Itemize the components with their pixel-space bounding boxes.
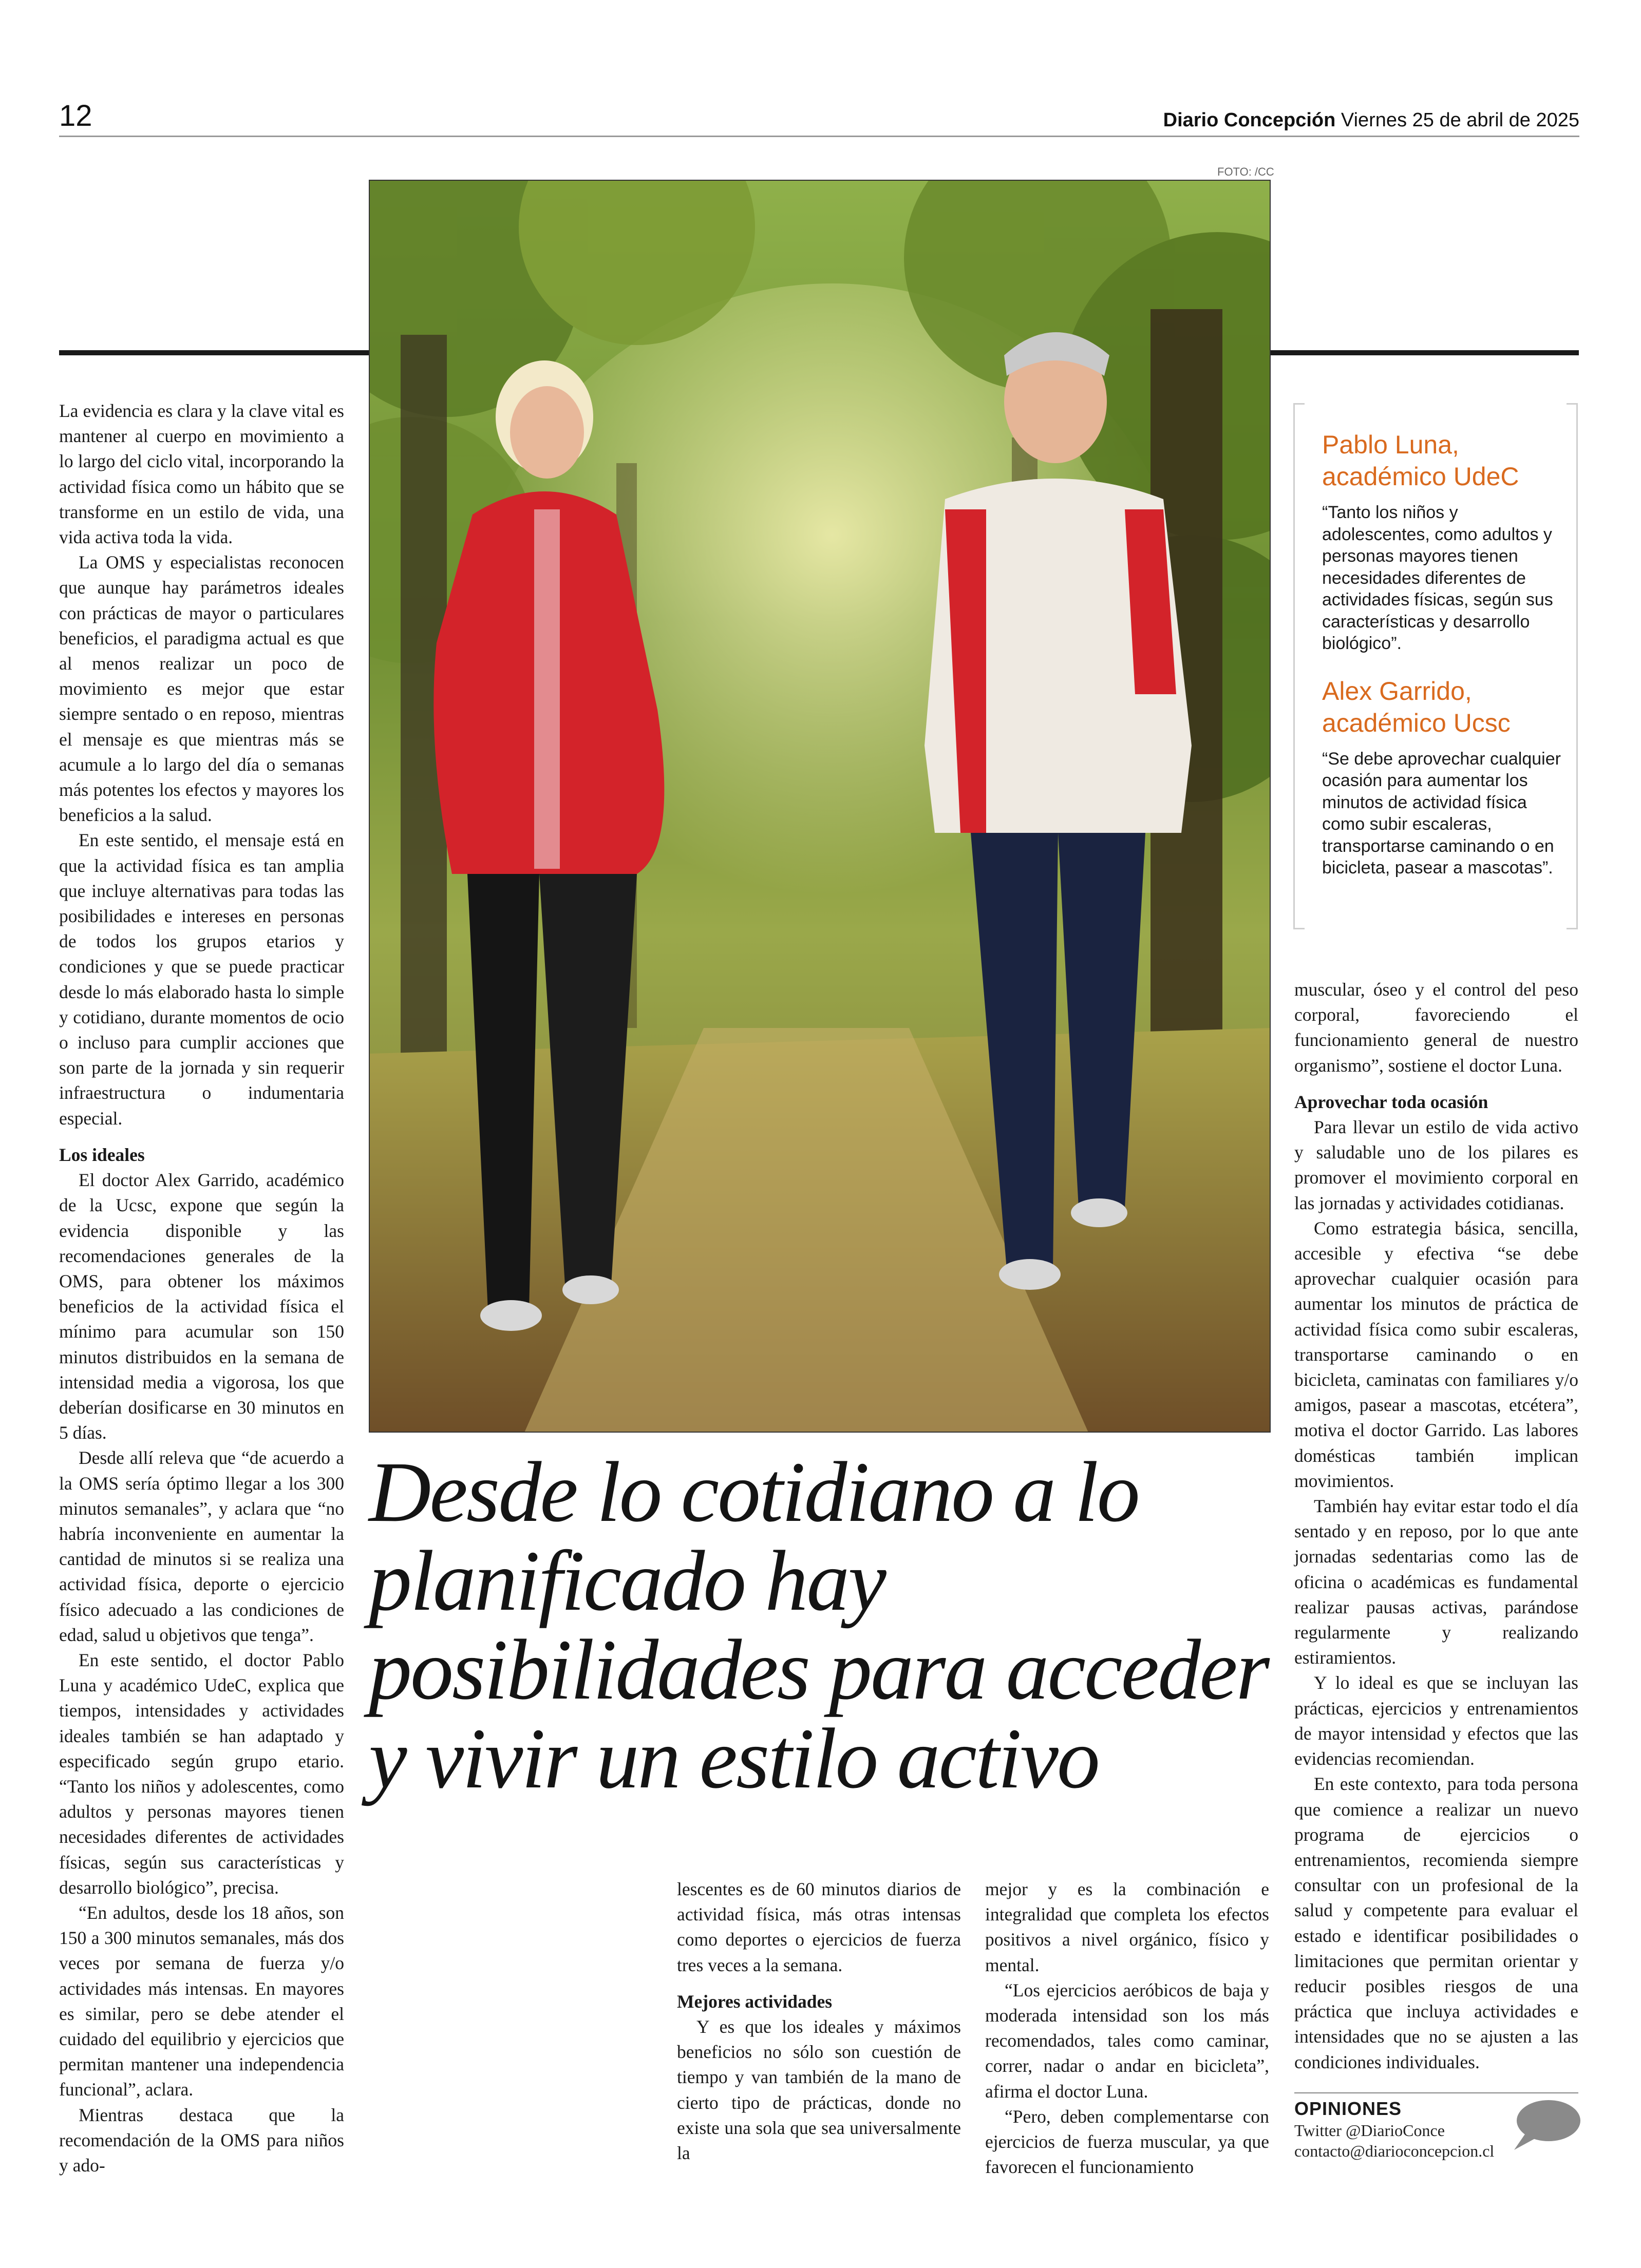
- quote-sidebar: [1293, 403, 1578, 929]
- paragraph: Y es que los ideales y máximos beneficios no sólo son cuestión de tiempo y van también de la mano de cierto tipo de prácticas, donde no existe una sola que sea universalmente la: [677, 2016, 961, 2164]
- paragraph: Como estrategia básica, sencilla, accesible y efectiva “se debe aprovechar cualquier ocasión para aumentar los minutos de práctica de actividad física como subir escaleras, transportarse caminando o en bicicleta, caminatas con familiares y/o amigos, pasear a mascotas, etcétera”, motiva el doctor Garrido. Las labores domésticas también implican movimientos.: [1294, 1217, 1578, 1491]
- quote-author: Alex Garrido, académico Ucsc: [1322, 676, 1511, 737]
- quote-text: “Tanto los niños y adolescentes, como adultos y personas mayores tienen necesidades diferentes de actividades físicas, según sus características y desarrollo biológico”.: [1322, 503, 1553, 653]
- article-column-middle-1: [677, 1877, 961, 2166]
- section-label: OPINIONES: [1294, 2098, 1402, 2119]
- paragraph: Y lo ideal es que se incluyan las prácticas, ejercicios y entrenamientos de mayor intensidad y efectos que las evidencias recomiendan.: [1294, 1672, 1578, 1769]
- newspaper-name: Diario Concepción: [1163, 109, 1336, 131]
- quote-author: Pablo Luna, académico UdeC: [1322, 430, 1519, 491]
- subheading: Mejores actividades: [677, 1991, 833, 2012]
- article-column-left: [59, 398, 344, 2178]
- paragraph: La evidencia es clara y la clave vital es mantener al cuerpo en movimiento a lo largo del ciclo vital, incorporando la actividad física como un hábito que se transforme en un estilo de vida, una vida activa toda la vida.: [59, 401, 344, 548]
- paragraph: mejor y es la combinación e integralidad que completa los efectos positivos a nivel orgánico, físico y mental.: [985, 1879, 1269, 1975]
- contact-email[interactable]: contacto@diarioconcepcion.cl: [1294, 2142, 1495, 2160]
- paragraph: El doctor Alex Garrido, académico de la Ucsc, expone que según la evidencia disponible y las recomendaciones generales de la OMS, para obtener los máximos beneficios de la actividad física el mínimo para acumular son 150 minutos distribuidos en la semana de intensidad media a vigorosa, los que deberían dosificarse en 30 minutos en 5 días.: [59, 1170, 344, 1443]
- paragraph: En este contexto, para toda persona que comience a realizar un nuevo programa de ejercicios o entrenamientos, recomienda siempre consultar con un profesional de la salud y competente para evaluar el estado e identificar posibilidades o limitaciones que permitan orientar y reducir posibles riesgos de una práctica que incluya actividades e intensidades que no se ajusten a las condiciones individuales.: [1294, 1774, 1578, 2072]
- subheading: Los ideales: [59, 1144, 145, 1165]
- photo-credit: FOTO: /CC: [1217, 165, 1274, 178]
- subheading: Aprovechar toda ocasión: [1294, 1091, 1488, 1112]
- paragraph: “Pero, deben complementarse con ejercicios de fuerza muscular, ya que favorecen el funcionamiento: [985, 2106, 1269, 2178]
- paragraph: Desde allí releva que “de acuerdo a la OMS sería óptimo llegar a los 300 minutos semanales”, y aclara que “no habría inconveniente en aumentar la cantidad de minutos si se realiza una actividad física, deporte o ejercicio físico adecuado a las condiciones de edad, salud u objetivos que tenga”.: [59, 1447, 344, 1645]
- paragraph: La OMS y especialistas reconocen que aunque hay parámetros ideales con prácticas de mayor o particulares beneficios, el paradigma actual es que al menos realizar un poco de movimiento es mejor que estar siempre sentado o en reposo, mientras el mensaje es que mientras más se acumule a lo largo del día o semanas más potentes los efectos y mayores los beneficios a la salud.: [59, 552, 344, 826]
- footer-divider: [1294, 2092, 1578, 2093]
- paragraph: En este sentido, el doctor Pablo Luna y académico UdeC, explica que tiempos, intensidades y actividades ideales también se han adaptado y especificado según grupo etario. “Tanto los niños y adolescentes, como adultos y personas mayores tienen necesidades diferentes de actividades físicas, según sus características y desarrollo biológico”, precisa.: [59, 1649, 344, 1898]
- article-column-right: [1294, 977, 1578, 2075]
- paragraph: “Los ejercicios aeróbicos de baja y moderada intensidad son los más recomendados, tales como caminar, correr, nadar o andar en bicicleta”, afirma el doctor Luna.: [985, 1979, 1269, 2102]
- header-divider: [59, 136, 1579, 137]
- masthead: [1163, 108, 1579, 132]
- page-number: 12: [59, 99, 92, 132]
- paragraph: “En adultos, desde los 18 años, son 150 a 300 minutos semanales, más dos veces por semana de fuerza y/o actividades más intensas. En mayores es similar, pero se debe atender el cuidado del equilibrio y ejercicios que permitan mantener una independencia funcional”, aclara.: [59, 1902, 344, 2100]
- paragraph: En este sentido, el mensaje está en que la actividad física es tan amplia que incluye alternativas para todas las posibilidades e intereses en personas de todos los grupos etarios y condiciones y que se puede practicar desde lo más elaborado hasta lo simple y cotidiano, durante momentos de ocio o incluso para cumplir acciones que son parte de la jornada y sin requerir infraestructura o indumentaria especial.: [59, 830, 344, 1129]
- paragraph: Mientras destaca que la recomendación de la OMS para niños y ado-: [59, 2104, 344, 2176]
- section-rule-right: [1271, 350, 1579, 355]
- issue-date: Viernes 25 de abril de 2025: [1341, 109, 1579, 131]
- article-column-middle-2: [985, 1877, 1269, 2180]
- paragraph: muscular, óseo y el control del peso corporal, favoreciendo el funcionamiento general de nuestro organismo”, sostiene el doctor Luna.: [1294, 979, 1578, 1076]
- speech-bubble-icon: [1505, 2098, 1582, 2154]
- paragraph: También hay evitar estar todo el día sentado y en reposo, por lo que ante jornadas sedentarias como las de oficina o académicas es fundamental realizar pausas activas, parándose regularmente y realizando estiramientos.: [1294, 1496, 1578, 1668]
- paragraph: lescentes es de 60 minutos diarios de actividad física, más otras intensas como deportes o ejercicios de fuerza tres veces a la semana.: [677, 1879, 961, 1975]
- quote-text: “Se debe aprovechar cualquier ocasión para aumentar los minutos de actividad física como subir escaleras, transportarse caminando o en bicicleta, pasear a mascotas”.: [1322, 749, 1561, 878]
- bracket-right: [1567, 403, 1578, 929]
- section-rule-left: [59, 350, 369, 355]
- headline: Desde lo cotidiano a lo planificado hay posibilidades para acceder y vivir un estilo activo: [369, 1444, 1269, 1806]
- bracket-left: [1293, 403, 1305, 929]
- paragraph: Para llevar un estilo de vida activo y saludable uno de los pilares es promover el movimiento corporal en las jornadas y actividades cotidianas.: [1294, 1117, 1578, 1213]
- article-photo: [369, 180, 1271, 1433]
- twitter-handle[interactable]: Twitter @DiarioConce: [1294, 2121, 1445, 2140]
